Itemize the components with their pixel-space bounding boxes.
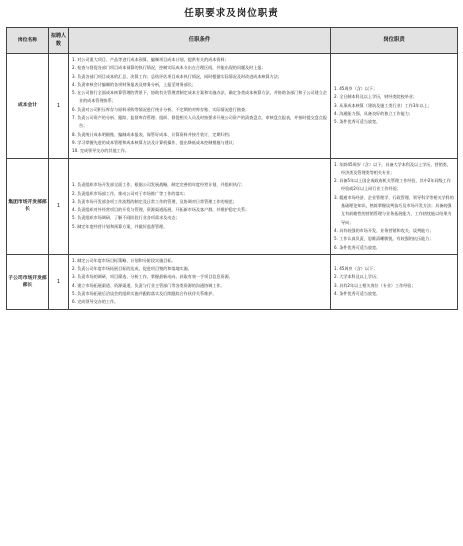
cell-line: 5. 负责组织市场调研，了解不同阶段行业各项需求及动态； — [72, 215, 180, 221]
document-title: 任职要求及岗位职责 — [184, 8, 279, 19]
cell-line: 3. 负责各部门项目成本的汇总、决算工作；总结评估项目成本执行情况，同时根据实际情况及时改进成本核算方法； — [72, 73, 282, 79]
cell-line: 7. 负责公司资产的分析、跟踪、监督库存管理；组织、督促相关人员及时按要求开展公司资产的清查盘点，审核盘点报表，并按时提交盘点报告； — [72, 115, 327, 129]
header-duties: 岗位职责 — [331, 28, 458, 54]
header-conditions: 任职条件 — [69, 28, 331, 54]
cell-line: 5. 条件优秀可适当放宽。 — [334, 119, 381, 125]
cell-line: 4. 建立市场拓展渠道、资源渠道，负责与行业主管部门等各类资源的沟通协调工作。 — [72, 282, 225, 288]
cell-line: 2. 全日制本科及以上学历，财经类院校毕业； — [334, 94, 417, 100]
cell-line: 9. 学习掌握先进的成本管理和成本核算方法及计算机操作，提出降低成本控制措施与建议； — [72, 139, 237, 145]
cell-line: 6. 完成领导交办的工作。 — [72, 299, 119, 305]
table-row — [7, 254, 458, 309]
row-count: 1 — [49, 254, 69, 309]
cell-line: 5. 制定年度经营计划和预算方案，并做好监督管理。 — [72, 223, 168, 229]
row-duties — [331, 158, 458, 254]
table-row — [7, 54, 458, 159]
row-position: 子公司市场开发部部长 — [7, 254, 49, 309]
cell-line: 3. 负责市场开发部各项工作流程的制定及日常工作的管理，及协调对日常管理工作的规范； — [72, 198, 237, 204]
header-count: 拟聘人数 — [49, 28, 69, 54]
cell-line: 4. 负责组织对外经营项目的开发与管理，资源渠道拓展，开拓新市场及客户群，并维护稳定关系； — [72, 207, 250, 213]
cell-line: 1. 年龄45周岁（含）以下，具备大学本科及以上学历，营销类、经济类及管理类等相关专业； — [334, 161, 451, 175]
row-count: 1 — [49, 54, 69, 159]
cell-line: 3. 负责市场的调研、项目筛选、分析工作，掌握最新动向，获取有效一手项目信息资源。 — [72, 274, 233, 280]
row-position: 集团市场开发部部长 — [7, 158, 49, 254]
cell-line: 1. 制定公司年度市场目标策略、计划和分阶段实施目标。 — [72, 257, 176, 263]
cell-line: 4. 沟通能力强，具备良好的独立工作能力； — [334, 110, 413, 116]
cell-line: 2. 具备5年以上国企或政府机关管理工作经验，其中2年同级工作经验或2年以上同行业工作经验； — [334, 178, 451, 192]
cell-line: 6. 条件优秀可适当放宽。 — [334, 244, 381, 250]
cell-line: 4. 负责审核会计编制的各项财务报表及财务分析，上报至财务部长； — [72, 81, 196, 87]
row-duties — [331, 254, 458, 309]
cell-line: 1. 负责组织市场开发部全面工作，根据公司发展战略，制定完善的年度经营计划，并组织执行； — [72, 182, 246, 188]
cell-line: 4. 具有较强的市场开发、业务营销和攻关、谈判能力； — [334, 227, 434, 233]
row-conditions — [69, 254, 331, 309]
cell-line: 5. 负责市场拓展后洽谈会的组织实施并跟踪落实及后续跟踪合作伙伴关系维护。 — [72, 291, 217, 297]
cell-line: 5. 工作认真负责，思维清晰敏锐，有较强的抗压能力； — [334, 236, 434, 242]
cell-line: 2. 检查与督促各部门项目成本预算的执行情况，控制实际成本支出在合理区间，并能出现的问题及时上报； — [72, 65, 266, 71]
cell-line: 2. 负责组织市场部工作，推动公司对于市场推广等工作的落实； — [72, 190, 188, 196]
cell-line: 3. 具有2年以上相关岗位（专业）工作经验； — [334, 282, 416, 288]
cell-line: 2. 大学本科及以上学历； — [334, 274, 381, 280]
cell-line: 1. 45周岁（含）以下； — [334, 86, 378, 92]
table-row — [7, 158, 458, 254]
row-conditions — [69, 54, 331, 159]
job-requirements-table — [6, 27, 458, 310]
row-conditions — [69, 158, 331, 254]
cell-line: 1. 45周岁（含）以下； — [334, 266, 378, 272]
cell-line: 2. 负责公司年度市场拓展目标的达成，促进项目签约和落地实施。 — [72, 266, 192, 272]
header-position: 岗位名称 — [7, 28, 49, 54]
table-header-row — [7, 28, 458, 54]
cell-line: 10. 完成领导交办的其他工作。 — [72, 148, 129, 154]
cell-line: 3. 精通市场经济、企业管理学、行政管理、领导科学等相关学科的基础理论知识，熟练掌握谈判技巧及市场开发方法；具备较强互有前瞻性的营销管理与业务拓展能力，工作热忱能以结果为导向； — [334, 194, 454, 225]
cell-line: 1. 对公司重大项目、产品等进行成本预算，编制项目成本计划，提供有关的成本资料； — [72, 57, 229, 62]
row-duties — [331, 54, 458, 159]
row-position: 成本会计 — [7, 54, 49, 159]
row-count: 1 — [49, 158, 69, 254]
cell-line: 8. 负责统计成本明细账、编制成本报表、保管好成本、计算资料并按月装订，定期归档； — [72, 131, 233, 137]
cell-line: 6. 负责对公司积压库存与原料采购等情况进行统计分析，不定期的对库存账、实际情况进行抽查； — [72, 106, 250, 112]
cell-line: 4. 条件优秀可适当放宽。 — [334, 291, 381, 297]
cell-line: 5. 在公司推行全面成本核算管理的背景下，协助有关管理者制定成本方案和实施办法，确定各类成本核算方法，并协助各部门和子公司建立企业的成本管理体系； — [72, 90, 327, 104]
cell-line: 3. 从事成本核算（建筑及施工类行业）工作3年以上； — [334, 102, 432, 108]
